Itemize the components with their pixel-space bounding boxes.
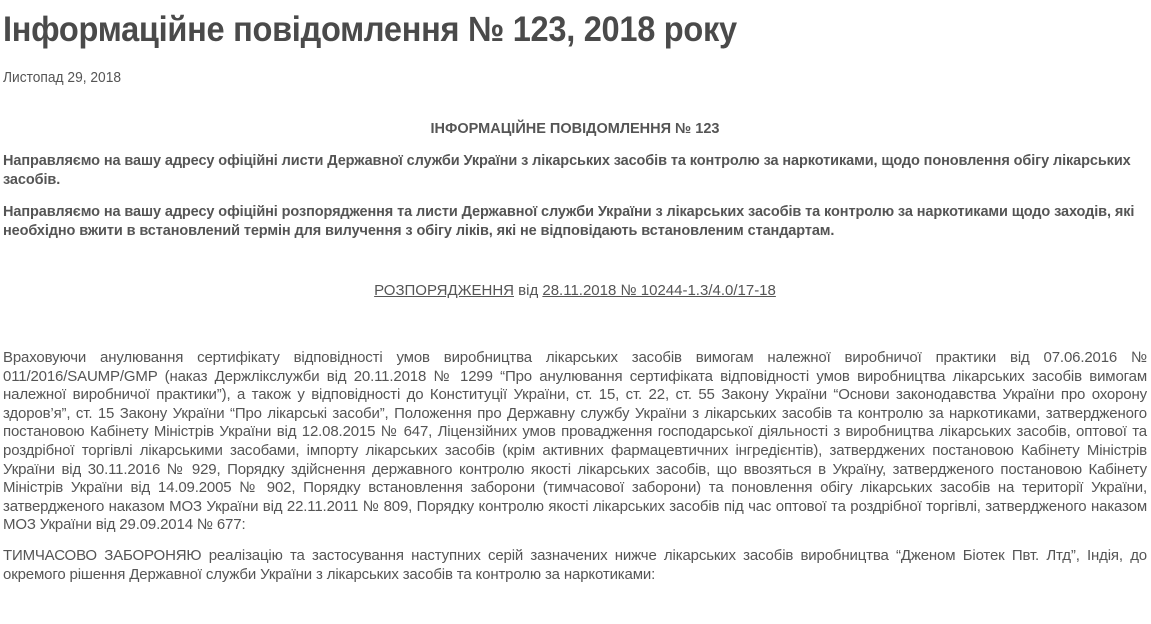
publish-date: Листопад 29, 2018 bbox=[3, 70, 122, 86]
lead-paragraph-1: Направляємо на вашу адресу офіційні листи Державної служби України з лікарських засобів та контролю за наркотиками, щодо поновлення обігу лікарських засобів. bbox=[3, 153, 1131, 188]
order-link-number[interactable]: 28.11.2018 № 10244-1.3/4.0/17-18 bbox=[542, 282, 776, 299]
page-title: Інформаційне повідомлення № 123, 2018 року bbox=[3, 10, 737, 49]
order-reference bbox=[3, 282, 1147, 300]
section-heading: ІНФОРМАЦІЙНЕ ПОВІДОМЛЕННЯ № 123 bbox=[430, 121, 720, 137]
body-paragraph-1: Враховуючи анулювання сертифікату відповідності умов виробництва лікарських засобів вимогам належної виробничої практики від 07.06.2016 № 011/2016/SAUMP/GMP (наказ Держлікслужби від 20.11.2018 № 1299 “Про анулювання сертифіката відповідності умов виробництва лікарських засобів вимогам належної виробничої практики”), а також у відповідності до Конституції України, ст. 15, ст. 22, ст. 55 Закону України “Основи законодавства України про охорону здоров’я”, ст. 15 Закону України “Про лікарські засоби”, Положення про Державну службу України з лікарських засобів та контролю за наркотиками, затвердженого постановою Кабінету Міністрів України від 12.08.2015 № 647, Ліцензійних умов провадження господарської діяльності з виробництва лікарських засобів, оптової та роздрібної торгівлі лікарськими засобами, імпорту лікарських засобів (крім активних фармацевтичних інгредієнтів), затверджених постановою Кабінету Міністрів України від 30.11.2016 № 929, Порядку здійснення державного контролю якості лікарських засобів, що ввозяться в Україну, затвердженого постановою Кабінету Міністрів України від 14.09.2005 № 902, Порядку встановлення заборони (тимчасової заборони) та поновлення обігу лікарських засобів на території України, затвердженого наказом МОЗ України від 22.11.2011 № 809, Порядку контролю якості лікарських засобів під час оптової та роздрібної торгівлі, затвердженого наказом МОЗ України від 29.09.2014 № 677: bbox=[3, 349, 1147, 534]
order-link-title[interactable]: РОЗПОРЯДЖЕННЯ bbox=[374, 282, 514, 299]
order-link-separator: від bbox=[513, 282, 543, 299]
body-paragraph-2: ТИМЧАСОВО ЗАБОРОНЯЮ реалізацію та застосування наступних серій зазначених нижче лікарських засобів виробництва “Дженом Біотек Пвт. Лтд”, Індія, до окремого рішення Державної служби України з лікарських засобів та контролю за наркотиками: bbox=[3, 546, 1147, 583]
lead-paragraph-2: Направляємо на вашу адресу офіційні розпорядження та листи Державної служби України з лікарських засобів та контролю за наркотиками щодо заходів, які необхідно вжити в встановлений термін для вилучення з обігу ліків, які не відповідають встановленим стандартам. bbox=[3, 204, 1135, 239]
